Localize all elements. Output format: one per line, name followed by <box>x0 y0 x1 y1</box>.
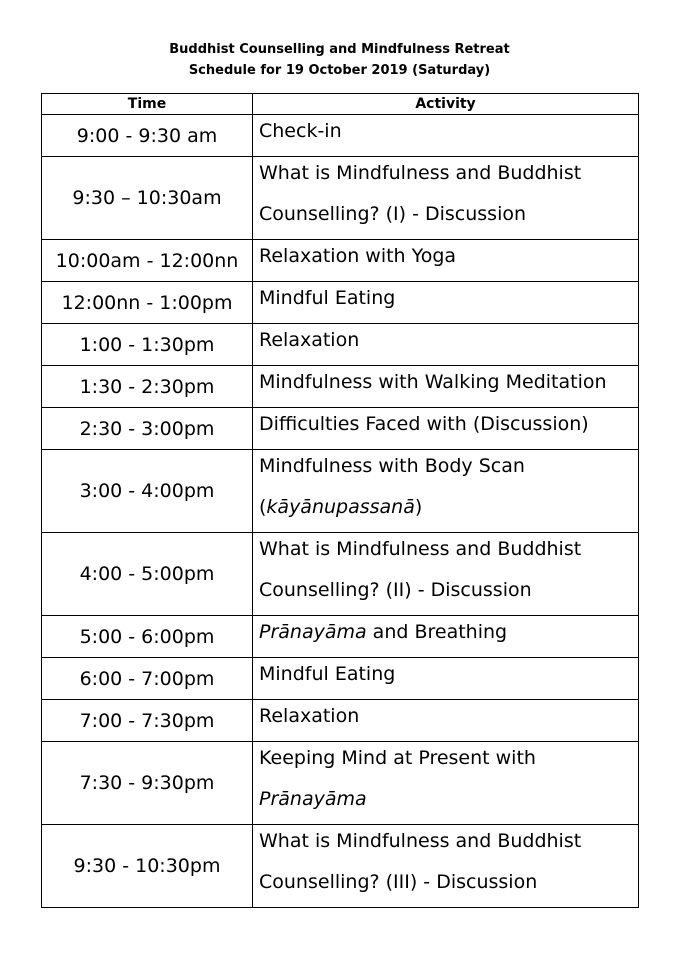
table-row <box>42 700 639 742</box>
activity-cell <box>253 157 639 240</box>
activity-line: Counselling? (III) - Discussion <box>259 871 538 893</box>
activity-cell <box>253 366 639 408</box>
activity-line: Check-in <box>259 120 342 142</box>
activity-line: Relaxation <box>259 329 360 351</box>
time-cell: 1:30 - 2:30pm <box>42 366 253 408</box>
document-subtitle: Schedule for 19 October 2019 (Saturday) <box>188 63 491 78</box>
activity-cell <box>253 533 639 616</box>
activity-cell <box>253 700 639 742</box>
activity-cell <box>253 825 639 908</box>
activity-line <box>259 783 638 824</box>
time-cell: 9:30 – 10:30am <box>42 157 253 240</box>
activity-line: Mindful Eating <box>259 287 396 309</box>
document-title: Buddhist Counselling and Mindfulness Retreat <box>169 42 510 57</box>
activity-cell <box>253 240 639 282</box>
activity-line: What is Mindfulness and Buddhist <box>259 830 582 852</box>
schedule-table <box>41 93 639 908</box>
table-row <box>42 240 639 282</box>
table-row <box>42 115 639 157</box>
activity-line: Relaxation <box>259 705 360 727</box>
time-cell: 7:00 - 7:30pm <box>42 700 253 742</box>
table-row <box>42 282 639 324</box>
activity-cell <box>253 324 639 366</box>
table-row <box>42 742 639 825</box>
table-row <box>42 324 639 366</box>
table-row <box>42 658 639 700</box>
activity-cell <box>253 450 639 533</box>
time-cell: 4:00 - 5:00pm <box>42 533 253 616</box>
time-cell: 7:30 - 9:30pm <box>42 742 253 825</box>
activity-line: What is Mindfulness and Buddhist <box>259 162 582 184</box>
activity-line: Relaxation with Yoga <box>259 245 457 267</box>
activity-italic-term: Prānayāma <box>259 621 367 643</box>
table-row <box>42 825 639 908</box>
activity-line: Difficulties Faced with (Discussion) <box>259 413 589 435</box>
activity-line: Counselling? (II) - Discussion <box>259 579 532 601</box>
activity-line <box>259 491 638 532</box>
activity-line: What is Mindfulness and Buddhist <box>259 538 582 560</box>
table-row <box>42 616 639 658</box>
activity-line <box>259 616 638 657</box>
activity-cell <box>253 616 639 658</box>
table-row <box>42 366 639 408</box>
activity-line: Mindful Eating <box>259 663 396 685</box>
activity-line: Mindfulness with Walking Meditation <box>259 371 607 393</box>
time-cell: 6:00 - 7:00pm <box>42 658 253 700</box>
activity-italic-term: kāyānupassanā <box>266 496 415 518</box>
activity-line: Counselling? (I) - Discussion <box>259 203 527 225</box>
time-cell: 10:00am - 12:00nn <box>42 240 253 282</box>
paren-open: ( <box>259 496 267 518</box>
activity-line: Keeping Mind at Present with <box>259 747 536 769</box>
activity-cell <box>253 408 639 450</box>
activity-cell <box>253 282 639 324</box>
table-row <box>42 450 639 533</box>
time-cell: 9:30 - 10:30pm <box>42 825 253 908</box>
activity-header: Activity <box>253 94 639 115</box>
activity-line: Mindfulness with Body Scan <box>259 455 525 477</box>
time-cell: 3:00 - 4:00pm <box>42 450 253 533</box>
table-row <box>42 408 639 450</box>
activity-cell <box>253 115 639 157</box>
activity-italic-term: Prānayāma <box>259 788 367 810</box>
header-row <box>42 94 639 115</box>
table-row <box>42 157 639 240</box>
time-cell: 12:00nn - 1:00pm <box>42 282 253 324</box>
activity-cell <box>253 658 639 700</box>
activity-cell <box>253 742 639 825</box>
time-header: Time <box>42 94 253 115</box>
time-cell: 9:00 - 9:30 am <box>42 115 253 157</box>
paren-close: ) <box>414 496 423 518</box>
time-cell: 2:30 - 3:00pm <box>42 408 253 450</box>
time-cell: 1:00 - 1:30pm <box>42 324 253 366</box>
table-row <box>42 533 639 616</box>
time-cell: 5:00 - 6:00pm <box>42 616 253 658</box>
activity-text: and Breathing <box>366 621 508 643</box>
